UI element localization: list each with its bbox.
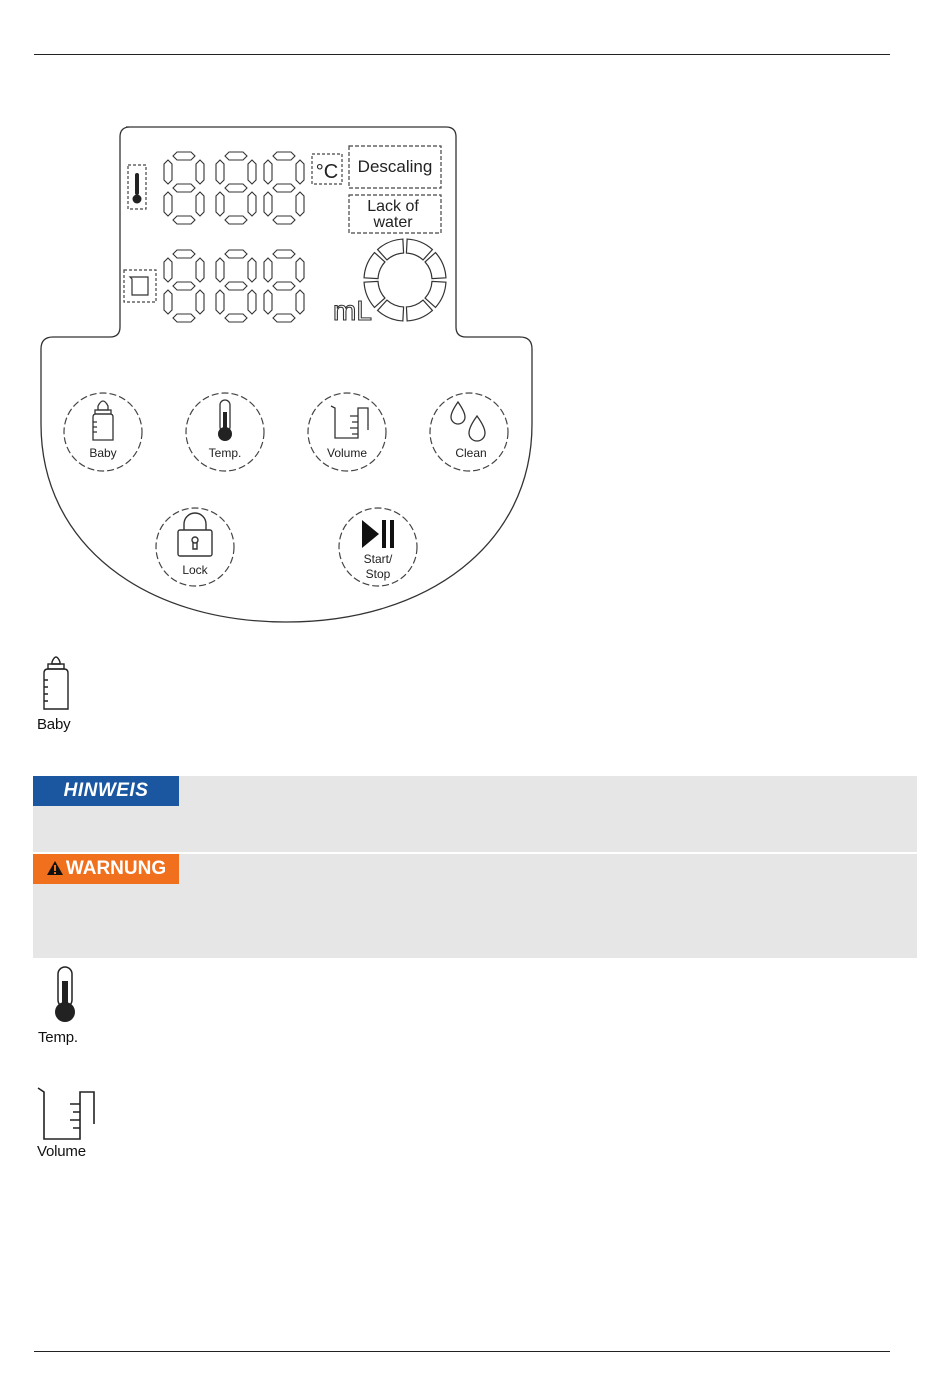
digit-segment xyxy=(273,152,295,160)
digit-segment xyxy=(225,250,247,258)
play-pause-icon xyxy=(362,520,394,548)
warnung-badge-label: WARNUNG xyxy=(65,858,167,879)
digit-segment xyxy=(248,290,256,314)
padlock-icon xyxy=(178,513,212,556)
clean-button-label: Clean xyxy=(455,446,487,460)
water-drops-icon xyxy=(451,402,485,441)
digit-segment xyxy=(173,282,195,290)
lack-of-water-line2: water xyxy=(373,214,413,231)
baby-bottle-icon xyxy=(38,650,78,714)
ring-segment xyxy=(364,253,385,279)
digit-segment xyxy=(164,192,172,216)
clean-button[interactable] xyxy=(430,393,508,471)
start-stop-label-line1: Start/ xyxy=(363,552,393,566)
digit-segment xyxy=(173,314,195,322)
digit-segment xyxy=(273,314,295,322)
measuring-cup-icon xyxy=(331,406,368,438)
digit-segment xyxy=(225,184,247,192)
start-stop-label-line2: Stop xyxy=(365,567,391,581)
progress-ring-indicator xyxy=(364,239,446,321)
hinweis-badge: HINWEIS xyxy=(33,776,179,806)
panel-outline xyxy=(41,127,532,622)
digit-segment xyxy=(164,290,172,314)
volume-button-label: Volume xyxy=(326,446,368,460)
lack-of-water-line1: Lack of xyxy=(367,198,419,215)
digit-segment xyxy=(264,160,272,184)
digit-segment xyxy=(273,216,295,224)
temp-button-label: Temp. xyxy=(208,446,242,460)
ring-segment xyxy=(378,239,404,260)
ml-indicator: mL xyxy=(333,295,372,326)
digit-segment xyxy=(164,258,172,282)
digit-segment xyxy=(248,192,256,216)
digit-segment xyxy=(264,192,272,216)
digit-segment xyxy=(248,258,256,282)
baby-button-label: Baby xyxy=(89,446,117,460)
digit-segment xyxy=(273,184,295,192)
bottom-rule xyxy=(34,1351,890,1352)
digit-segment xyxy=(196,160,204,184)
baby-bottle-icon xyxy=(93,401,113,440)
digit-segment xyxy=(225,152,247,160)
warnung-notice xyxy=(33,854,917,958)
ring-segment xyxy=(378,300,404,321)
digit-segment xyxy=(173,152,195,160)
warning-triangle-icon xyxy=(46,860,64,876)
control-panel-diagram xyxy=(38,124,538,626)
digit-segment xyxy=(248,160,256,184)
digit-segment xyxy=(216,160,224,184)
temp-symbol-label: Temp. xyxy=(38,1029,78,1046)
digit-segment xyxy=(225,282,247,290)
digit-segment xyxy=(273,282,295,290)
thermometer-icon xyxy=(48,965,82,1029)
digit-segment xyxy=(225,314,247,322)
baby-symbol-label: Baby xyxy=(37,716,71,733)
seven-segment-display xyxy=(164,152,304,322)
digit-segment xyxy=(296,192,304,216)
digit-segment xyxy=(173,250,195,258)
cup-indicator-icon xyxy=(124,270,156,302)
lock-button-label: Lock xyxy=(182,563,208,577)
digit-segment xyxy=(216,192,224,216)
ring-segment xyxy=(425,281,446,307)
ring-segment xyxy=(425,253,446,279)
volume-symbol-label: Volume xyxy=(37,1143,86,1160)
digit-segment xyxy=(173,216,195,224)
top-rule xyxy=(34,54,890,55)
hinweis-notice xyxy=(33,776,917,852)
temp-button[interactable] xyxy=(186,393,264,471)
digit-segment xyxy=(173,184,195,192)
digit-segment xyxy=(196,258,204,282)
digit-segment xyxy=(264,258,272,282)
digit-segment xyxy=(164,160,172,184)
digit-segment xyxy=(216,258,224,282)
start-stop-button[interactable] xyxy=(339,508,417,586)
digit-segment xyxy=(273,250,295,258)
celsius-indicator: °C xyxy=(315,161,339,183)
ring-segment xyxy=(406,239,432,260)
measuring-cup-icon xyxy=(36,1084,100,1144)
digit-segment xyxy=(225,216,247,224)
descaling-indicator: Descaling xyxy=(357,157,433,176)
thermometer-indicator-icon xyxy=(128,165,146,209)
digit-segment xyxy=(196,192,204,216)
ring-segment xyxy=(406,300,432,321)
warnung-badge xyxy=(33,854,179,884)
digit-segment xyxy=(196,290,204,314)
digit-segment xyxy=(264,290,272,314)
digit-segment xyxy=(216,290,224,314)
volume-button[interactable] xyxy=(308,393,386,471)
digit-segment xyxy=(296,258,304,282)
baby-button[interactable] xyxy=(64,393,142,471)
digit-segment xyxy=(296,160,304,184)
thermometer-icon xyxy=(218,400,232,441)
lock-button[interactable] xyxy=(156,508,234,586)
digit-segment xyxy=(296,290,304,314)
